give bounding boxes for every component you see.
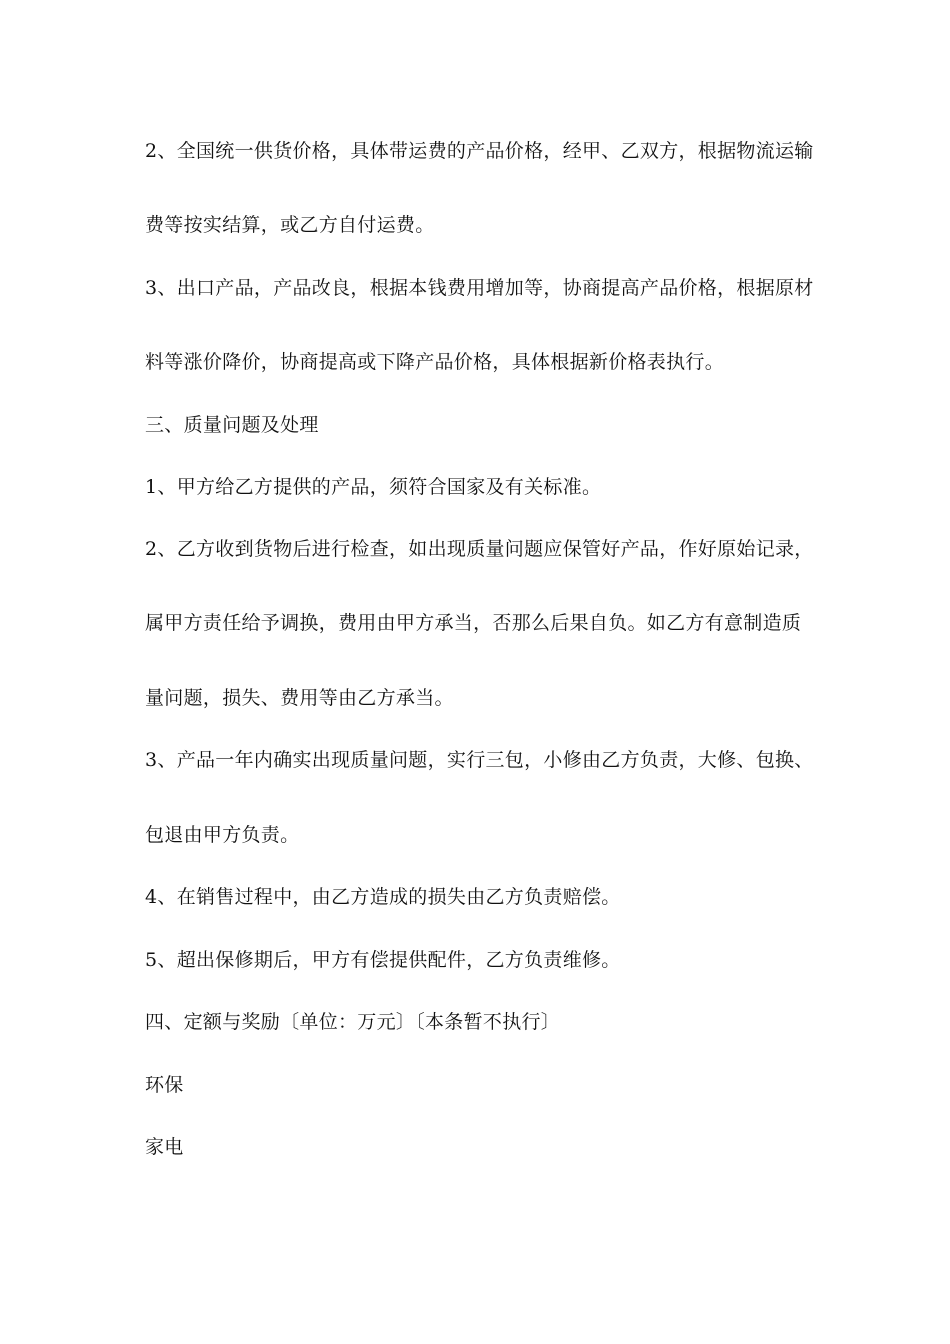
clause-number: 5 — [145, 949, 158, 971]
section-heading-text: 四、定额与奖励〔单位：万元〕〔本条暂不执行〕 — [145, 1011, 561, 1033]
clause-text: 量问题，损失、费用等由乙方承当。 — [145, 687, 454, 709]
clause-text: 、产品一年内确实出现质量问题，实行三包，小修由乙方负责，大修、包换、 — [157, 749, 814, 771]
clause-number: 2 — [145, 538, 158, 560]
quality-clause-2-line-3 — [145, 685, 454, 711]
clause-3-pricing-line-1 — [145, 275, 814, 301]
section-heading-text: 三、质量问题及处理 — [145, 414, 319, 436]
section-heading-quality — [145, 412, 319, 438]
quality-clause-4 — [145, 884, 621, 910]
quality-clause-2-line-1 — [145, 536, 814, 562]
clause-text: 、甲方给乙方提供的产品，须符合国家及有关标准。 — [157, 476, 602, 498]
clause-number: 2 — [145, 140, 158, 162]
quality-clause-3-line-1 — [145, 747, 814, 773]
clause-number: 3 — [145, 749, 158, 771]
category-text: 家电 — [145, 1136, 184, 1158]
clause-text: 、超出保修期后，甲方有偿提供配件，乙方负责维修。 — [157, 949, 621, 971]
clause-2-pricing-line-1 — [145, 138, 814, 164]
section-heading-quota — [145, 1009, 560, 1035]
clause-2-pricing-line-2 — [145, 212, 435, 238]
category-appliances — [145, 1134, 184, 1160]
clause-text: 料等涨价降价，协商提高或下降产品价格，具体根据新价格表执行。 — [145, 351, 725, 373]
category-text: 环保 — [145, 1074, 184, 1096]
clause-text: 、乙方收到货物后进行检查，如出现质量问题应保管好产品，作好原始记录， — [157, 538, 814, 560]
clause-text: 包退由甲方负责。 — [145, 824, 300, 846]
clause-text: 费等按实结算，或乙方自付运费。 — [145, 214, 435, 236]
clause-text: 、在销售过程中，由乙方造成的损失由乙方负责赔偿。 — [157, 886, 621, 908]
clause-number: 1 — [145, 476, 158, 498]
clause-number: 4 — [145, 886, 158, 908]
clause-text: 属甲方责任给予调换，费用由甲方承当，否那么后果自负。如乙方有意制造质 — [145, 612, 802, 634]
clause-number: 3 — [145, 277, 158, 299]
category-environmental — [145, 1072, 184, 1098]
clause-text: 、出口产品，产品改良，根据本钱费用增加等，协商提高产品价格，根据原材 — [157, 277, 814, 299]
quality-clause-3-line-2 — [145, 822, 299, 848]
quality-clause-2-line-2 — [145, 610, 801, 636]
quality-clause-1 — [145, 474, 601, 500]
clause-3-pricing-line-2 — [145, 349, 724, 375]
clause-text: 、全国统一供货价格，具体带运费的产品价格，经甲、乙双方，根据物流运输 — [157, 140, 814, 162]
quality-clause-5 — [145, 947, 621, 973]
